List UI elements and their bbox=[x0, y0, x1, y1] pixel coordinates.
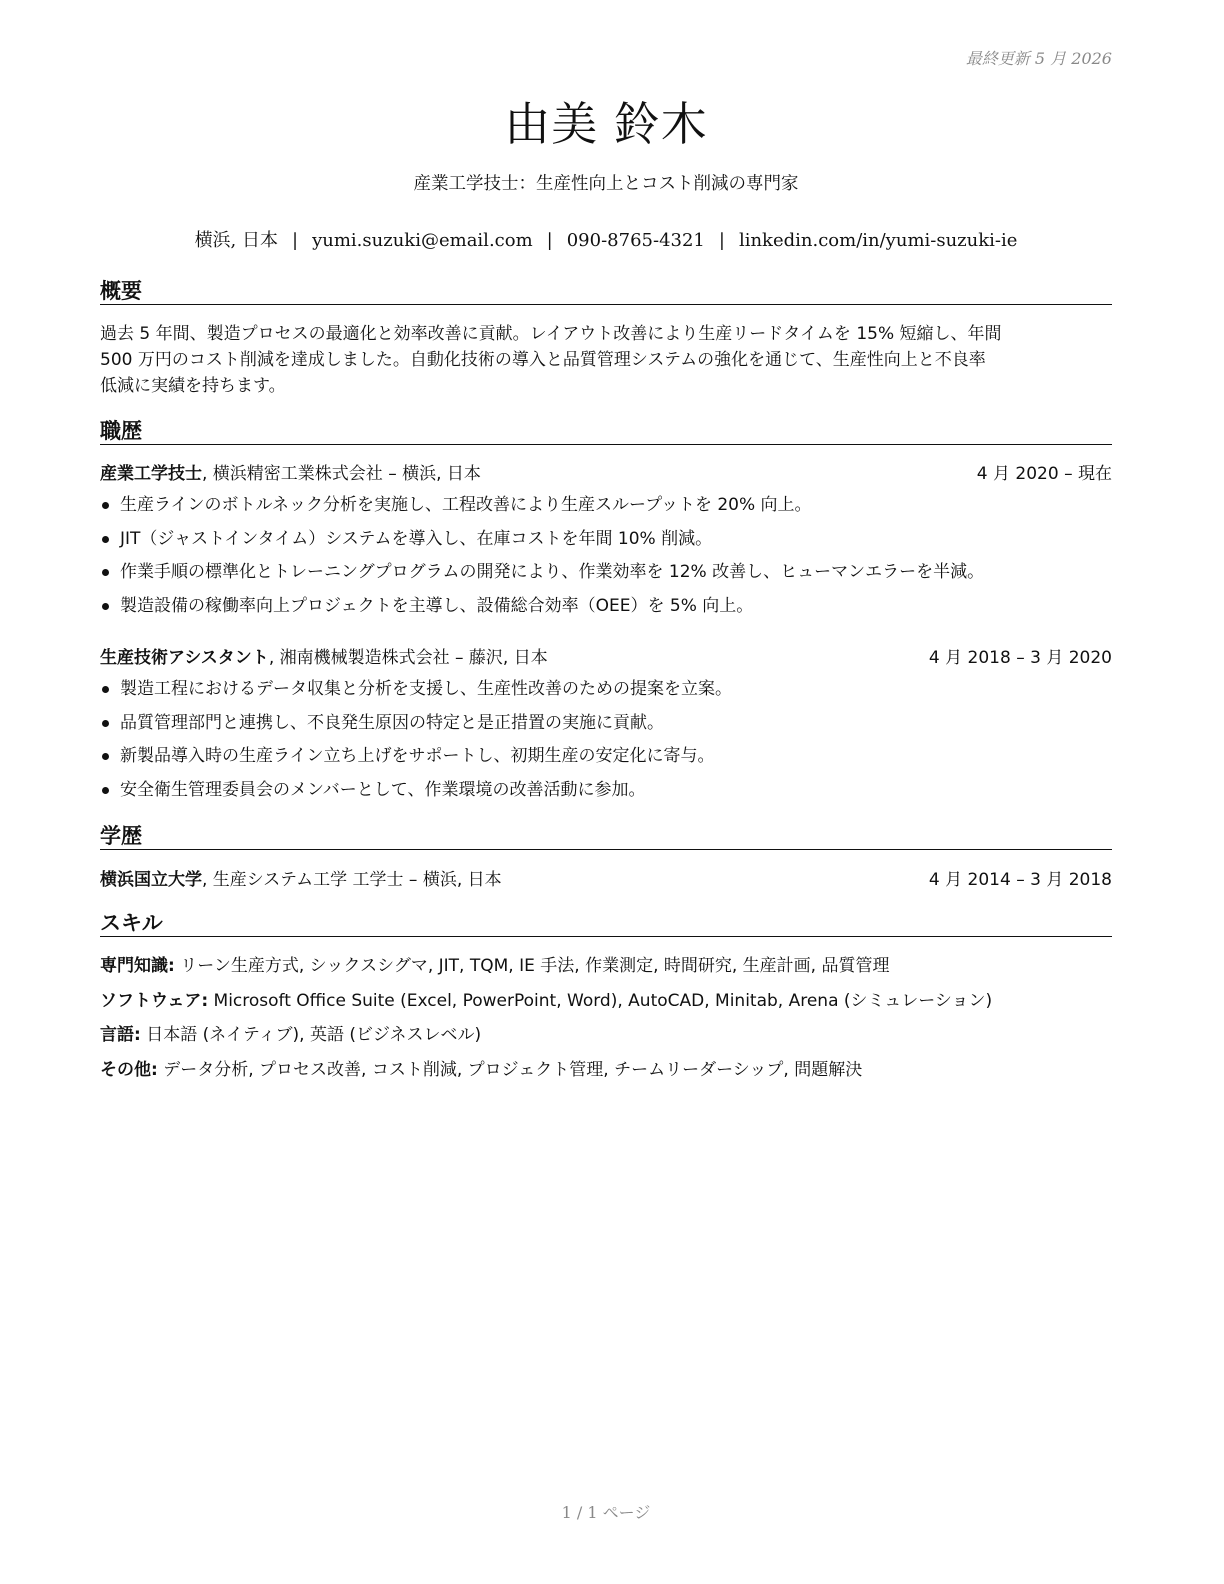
last-updated: 最終更新 5 月 2026 bbox=[965, 49, 1112, 68]
contact-phone[interactable]: 090-8765-4321 bbox=[566, 230, 705, 251]
job-role: 生産技術アシスタント bbox=[100, 648, 269, 668]
skill-label: 言語: bbox=[100, 1025, 141, 1045]
job-company: , 湘南機械製造株式会社 – 藤沢, 日本 bbox=[268, 648, 548, 668]
candidate-name: 由美 鈴木 bbox=[504, 97, 708, 151]
skill-value: データ分析, プロセス改善, コスト削減, プロジェクト管理, チームリーダーシップ, 問題解決 bbox=[157, 1060, 863, 1080]
bullet-icon bbox=[102, 502, 109, 509]
contact-separator: | bbox=[292, 230, 299, 251]
bullet-text: 製造設備の稼働率向上プロジェクトを主導し、設備総合効率（OEE）を 5% 向上。 bbox=[120, 595, 754, 616]
education-degree: , 生産システム工学 工学士 – 横浜, 日本 bbox=[202, 870, 502, 890]
summary-line: 500 万円のコスト削減を達成しました。自動化技術の導入と品質管理システムの強化を通じて、生産性向上と不良率 bbox=[100, 350, 986, 370]
job-header bbox=[100, 645, 1112, 671]
bullet-item bbox=[100, 492, 1112, 526]
skill-label: 専門知識: bbox=[100, 956, 175, 976]
contact-linkedin[interactable]: linkedin.com/in/yumi-suzuki-ie bbox=[738, 230, 1018, 251]
bullet-icon bbox=[102, 720, 109, 727]
bullet-icon bbox=[102, 536, 109, 543]
headline: 産業工学技士：生産性向上とコスト削減の専門家 bbox=[413, 174, 799, 194]
skill-label: その他: bbox=[100, 1060, 158, 1080]
page-number: 1 / 1 ページ bbox=[561, 1503, 651, 1522]
contact-email[interactable]: yumi.suzuki@email.com bbox=[312, 230, 533, 251]
bullet-item bbox=[100, 710, 1112, 744]
skill-label: ソフトウェア: bbox=[100, 991, 209, 1011]
summary-paragraph bbox=[100, 321, 1112, 399]
section-title-skills: スキル bbox=[100, 910, 1112, 937]
bullet-text: 安全衛生管理委員会のメンバーとして、作業環境の改善活動に参加。 bbox=[120, 779, 646, 800]
job-dates: 4 月 2020 – 現在 bbox=[976, 464, 1112, 484]
bullet-icon bbox=[102, 787, 109, 794]
skill-row bbox=[100, 953, 1112, 979]
bullet-item bbox=[100, 743, 1112, 777]
skill-value: リーン生産方式, シックスシグマ, JIT, TQM, IE 手法, 作業測定, 時間研究, 生産計画, 品質管理 bbox=[174, 956, 890, 976]
job-dates: 4 月 2018 – 3 月 2020 bbox=[928, 648, 1112, 668]
bullet-item bbox=[100, 559, 1112, 593]
section-title-experience: 職歴 bbox=[100, 418, 1112, 445]
section-title-summary: 概要 bbox=[100, 278, 1112, 305]
bullet-item bbox=[100, 593, 1112, 627]
bullet-text: JIT（ジャストインタイム）システムを導入し、在庫コストを年間 10% 削減。 bbox=[120, 528, 713, 549]
skill-value: 日本語 (ネイティブ), 英語 (ビジネスレベル) bbox=[140, 1025, 482, 1045]
summary-line: 過去 5 年間、製造プロセスの最適化と効率改善に貢献。レイアウト改善により生産リードタイムを 15% 短縮し、年間 bbox=[100, 324, 1002, 344]
bullet-text: 品質管理部門と連携し、不良発生原因の特定と是正措置の実施に貢献。 bbox=[120, 712, 664, 733]
contact-separator: | bbox=[718, 230, 725, 251]
skill-value: Microsoft Office Suite (Excel, PowerPoint, Word), AutoCAD, Minitab, Arena (シミュレーション) bbox=[208, 991, 993, 1011]
education-entry bbox=[100, 867, 1112, 893]
skill-row bbox=[100, 1057, 1112, 1083]
job-bullets bbox=[100, 676, 1112, 810]
contact-location: 横浜, 日本 bbox=[194, 230, 279, 251]
bullet-text: 生産ラインのボトルネック分析を実施し、工程改善により生産スループットを 20% 向上。 bbox=[120, 495, 812, 515]
summary-line: 低減に実績を持ちます。 bbox=[100, 376, 286, 396]
bullet-icon bbox=[102, 603, 109, 610]
job-bullets bbox=[100, 492, 1112, 626]
bullet-icon bbox=[102, 569, 109, 576]
education-school: 横浜国立大学 bbox=[100, 870, 202, 890]
job-company: , 横浜精密工業株式会社 – 横浜, 日本 bbox=[202, 464, 481, 484]
bullet-icon bbox=[102, 686, 109, 693]
bullet-text: 作業手順の標準化とトレーニングプログラムの開発により、作業効率を 12% 改善し、ヒューマンエラーを半減。 bbox=[120, 562, 985, 582]
skill-row bbox=[100, 988, 1112, 1014]
bullet-text: 製造工程におけるデータ収集と分析を支援し、生産性改善のための提案を立案。 bbox=[120, 679, 732, 699]
contact-separator: | bbox=[546, 230, 553, 251]
skill-row bbox=[100, 1022, 1112, 1048]
section-title-education: 学歴 bbox=[100, 823, 1112, 850]
job-role: 産業工学技士 bbox=[100, 464, 202, 484]
contact-line bbox=[100, 226, 1112, 252]
bullet-item bbox=[100, 676, 1112, 710]
bullet-icon bbox=[102, 753, 109, 760]
bullet-item bbox=[100, 777, 1112, 811]
education-dates: 4 月 2014 – 3 月 2018 bbox=[928, 870, 1112, 890]
job-header bbox=[100, 461, 1112, 487]
bullet-item bbox=[100, 526, 1112, 560]
bullet-text: 新製品導入時の生産ライン立ち上げをサポートし、初期生産の安定化に寄与。 bbox=[120, 746, 715, 766]
